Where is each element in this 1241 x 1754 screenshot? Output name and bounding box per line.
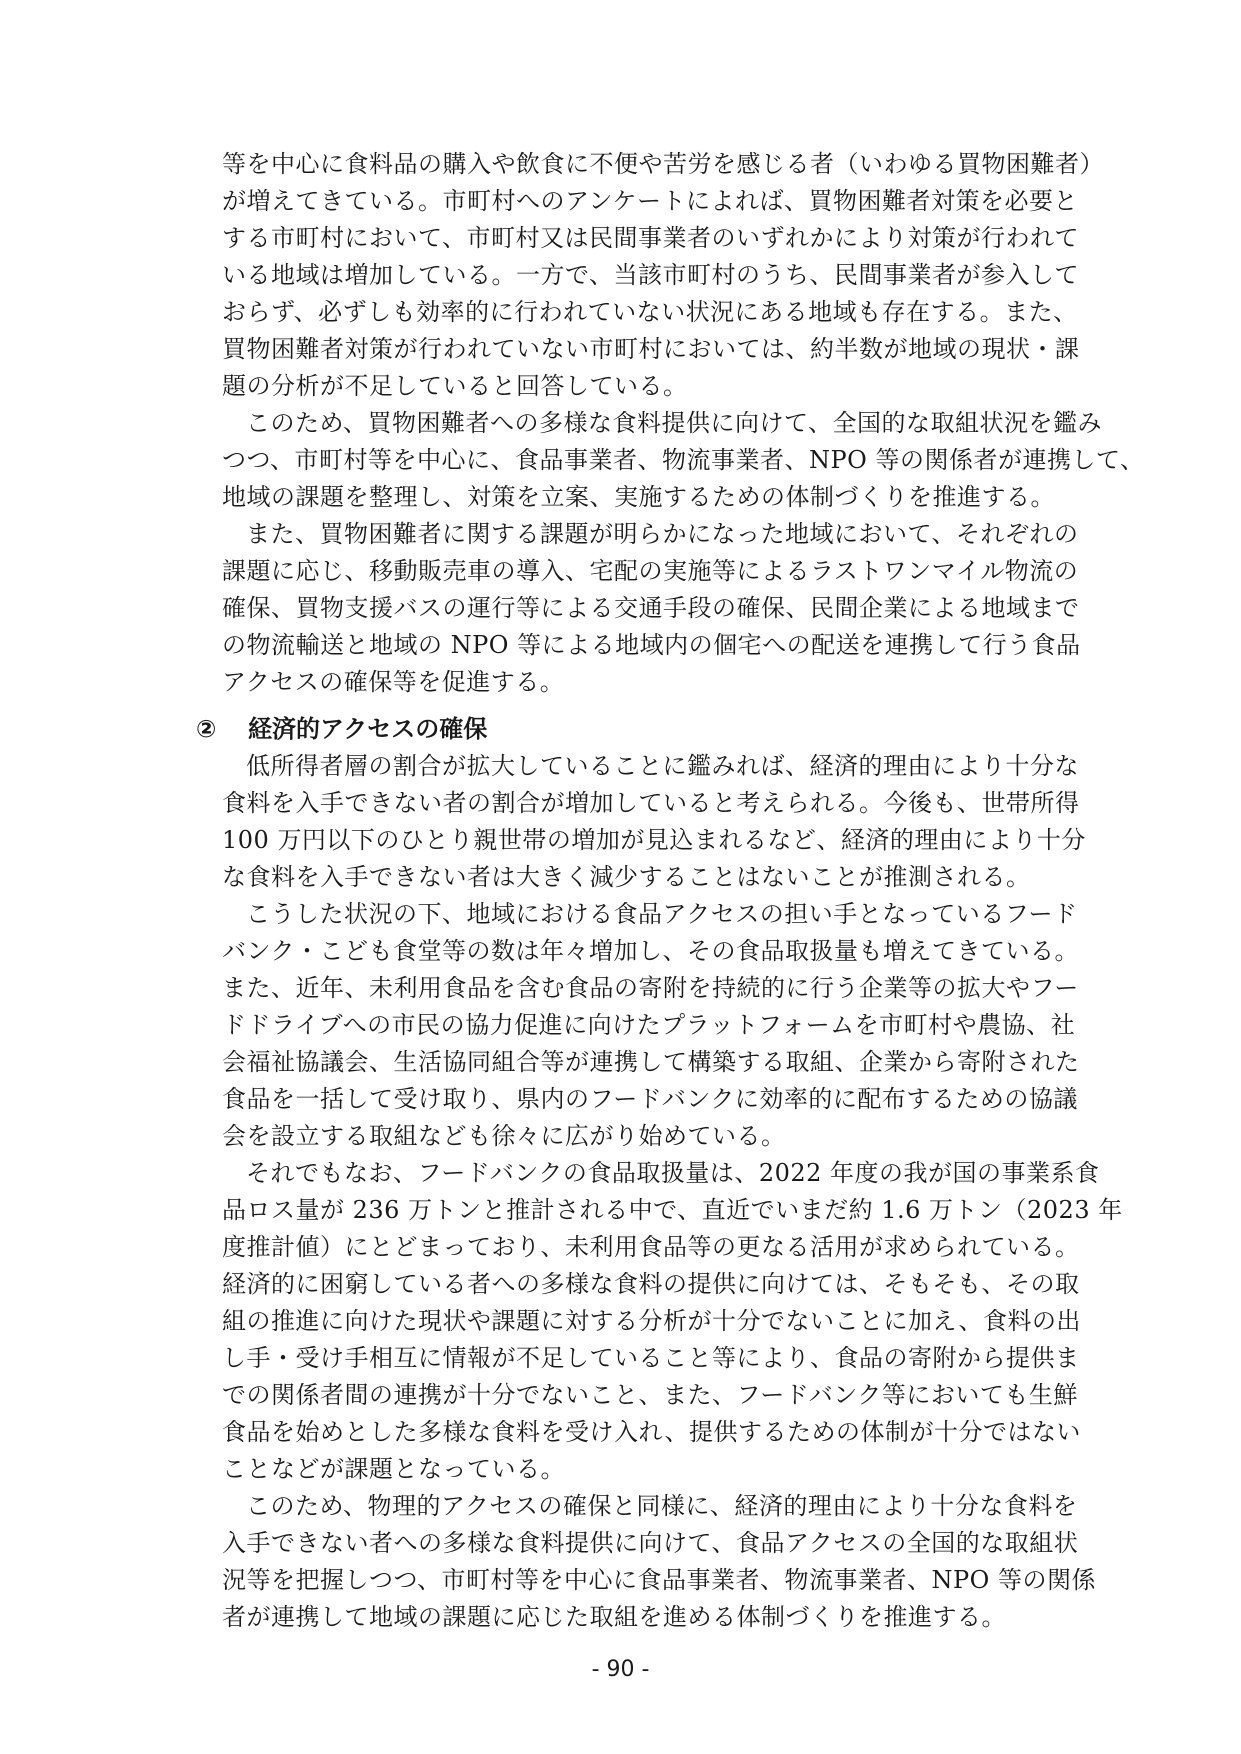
- paragraph-line: 食品を始めとした多様な食料を受け入れ、提供するための体制が十分ではない: [222, 1418, 1081, 1446]
- paragraph-line: アクセスの確保等を促進する。: [222, 668, 565, 696]
- paragraph-line: 度推計値）にとどまっており、未利用食品等の更なる活用が求められている。: [222, 1233, 1080, 1261]
- paragraph-line: 食料を入手できない者の割合が増加していると考えられる。今後も、世帯所得: [222, 789, 1080, 817]
- paragraph-line: 地域の課題を整理し、対策を立案、実施するための体制づくりを推進する。: [222, 483, 1055, 511]
- paragraph-line: また、買物困難者に関する課題が明らかになった地域において、それぞれの: [246, 520, 1079, 548]
- section-title: 経済的アクセスの確保: [248, 715, 488, 743]
- section-heading: [196, 711, 487, 748]
- section-physical-access-body: [222, 146, 1145, 701]
- paragraph-line: 課題に応じ、移動販売車の導入、宅配の実施等によるラストワンマイル物流の: [222, 557, 1079, 585]
- paragraph-line: いる地域は増加している。一方で、当該市町村のうち、民間事業者が参入して: [222, 261, 1080, 289]
- paragraph-line: 入手できない者への多様な食料提供に向けて、食品アクセスの全国的な取組状: [222, 1529, 1079, 1557]
- paragraph-line: 100 万円以下のひとり親世帯の増加が見込まれるなど、経済的理由により十分: [222, 826, 1086, 854]
- paragraph-line: 品ロス量が 236 万トンと推計される中で、直近でいまだ約 1.6 万トン（2023 年: [222, 1196, 1123, 1224]
- paragraph-line: つつ、市町村等を中心に、食品事業者、物流事業者、NPO 等の関係者が連携して、: [222, 446, 1145, 474]
- paragraph-line: し手・受け手相互に情報が不足していること等により、食品の寄附から提供ま: [222, 1344, 1080, 1372]
- paragraph-line: での関係者間の連携が十分でないこと、また、フードバンク等においても生鮮: [222, 1381, 1078, 1409]
- paragraph-line: おらず、必ずしも効率的に行われていない状況にある地域も存在する。また、: [222, 298, 1078, 326]
- paragraph-line: 食品を一括して受け取り、県内のフードバンクに効率的に配布するための協議: [222, 1085, 1078, 1113]
- paragraph-line: このため、物理的アクセスの確保と同様に、経済的理由により十分な食料を: [246, 1492, 1078, 1520]
- paragraph-line: 題の分析が不足していると回答している。: [222, 372, 688, 400]
- paragraph-line: バンク・こども食堂等の数は年々増加し、その食品取扱量も増えてきている。: [222, 937, 1080, 965]
- paragraph-line: ことなどが課題となっている。: [222, 1455, 565, 1483]
- paragraph-line: 買物困難者対策が行われていない市町村においては、約半数が地域の現状・課: [222, 335, 1080, 363]
- paragraph-line: それでもなお、フードバンクの食品取扱量は、2022 年度の我が国の事業系食: [246, 1159, 1100, 1187]
- paragraph-line: 低所得者層の割合が拡大していることに鑑みれば、経済的理由により十分な: [246, 752, 1079, 780]
- paragraph-line: また、近年、未利用食品を含む食品の寄附を持続的に行う企業等の拡大やフー: [222, 974, 1079, 1002]
- paragraph-line: こうした状況の下、地域における食品アクセスの担い手となっているフード: [246, 900, 1078, 928]
- section-number: ②: [196, 715, 217, 743]
- paragraph-line: する市町村において、市町村又は民間事業者のいずれかにより対策が行われて: [222, 224, 1080, 252]
- paragraph-line: の物流輸送と地域の NPO 等による地域内の個宅への配送を連携して行う食品: [222, 631, 1081, 659]
- paragraph-line: が増えてきている。市町村へのアンケートによれば、買物困難者対策を必要と: [222, 187, 1079, 215]
- paragraph-line: 確保、買物支援バスの運行等による交通手段の確保、民間企業による地域まで: [222, 594, 1080, 622]
- section-economic-access-body: [222, 748, 1123, 1636]
- paragraph-line: 経済的に困窮している者への多様な食料の提供に向けては、そもそも、その取: [222, 1270, 1080, 1298]
- page-number: - 90 -: [591, 1657, 650, 1682]
- paragraph-line: 会福祉協議会、生活協同組合等が連携して構築する取組、企業から寄附された: [222, 1048, 1080, 1076]
- paragraph-line: このため、買物困難者への多様な食料提供に向けて、全国的な取組状況を鑑み: [246, 409, 1103, 437]
- paragraph-line: 会を設立する取組なども徐々に広がり始めている。: [222, 1122, 786, 1150]
- paragraph-line: 者が連携して地域の課題に応じた取組を進める体制づくりを推進する。: [222, 1603, 1006, 1631]
- paragraph-line: ドドライブへの市民の協力促進に向けたプラットフォームを市町村や農協、社: [222, 1011, 1076, 1039]
- paragraph-line: 組の推進に向けた現状や課題に対する分析が十分でないことに加え、食料の出: [222, 1307, 1081, 1335]
- paragraph-line: 等を中心に食料品の購入や飲食に不便や苦労を感じる者（いわゆる買物困難者）: [222, 150, 1104, 178]
- paragraph-line: な食料を入手できない者は大きく減少することはないことが推測される。: [222, 863, 1031, 891]
- paragraph-line: 況等を把握しつつ、市町村等を中心に食品事業者、物流事業者、NPO 等の関係: [222, 1566, 1096, 1594]
